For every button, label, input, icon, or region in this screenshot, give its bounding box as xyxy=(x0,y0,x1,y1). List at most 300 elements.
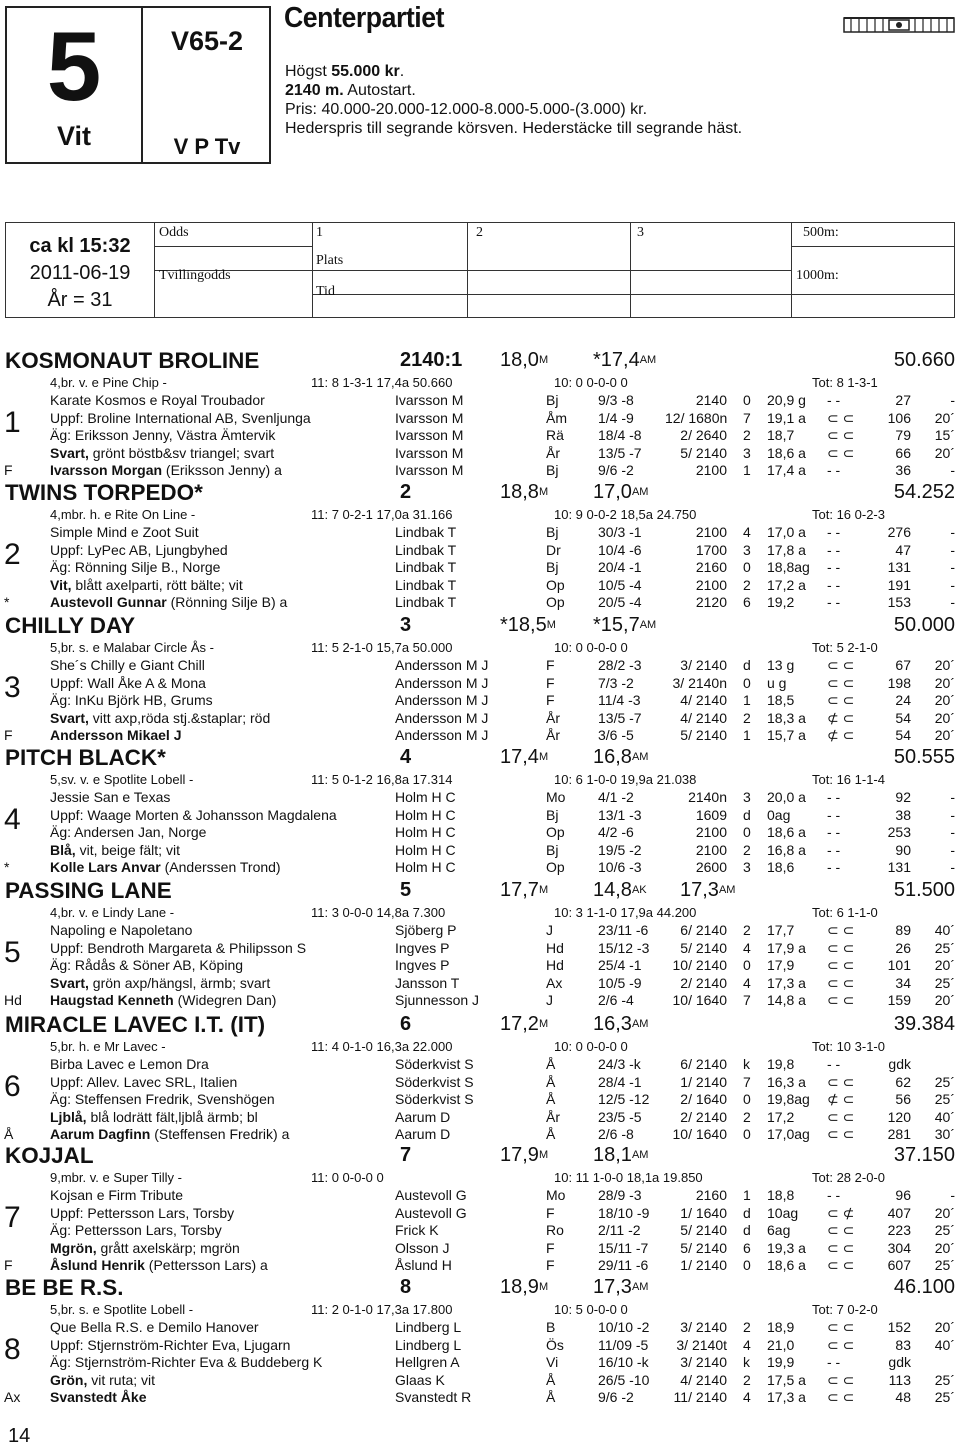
horse-record-2-suffix: AM xyxy=(631,751,649,763)
horse-earnings xyxy=(894,1276,955,1299)
race-distance: 5/ 2140 xyxy=(680,727,727,744)
horse-earnings-value: 37.150 xyxy=(893,1144,955,1166)
race-time: 15,7 a xyxy=(767,727,806,744)
race-odds: 90 xyxy=(895,841,911,858)
race-prize: 25´ xyxy=(934,1091,955,1108)
race-odds: gdk xyxy=(888,1056,911,1072)
race-date: 23/11 -6 xyxy=(598,922,649,938)
race-shoes: ⊂ ⊂ xyxy=(827,674,855,691)
race-date: 2/6 -4 xyxy=(598,992,634,1009)
horse-earnings xyxy=(894,746,955,769)
horse-header xyxy=(5,480,955,506)
horse-pedigree: 4,mbr. h. e Rite On Line - xyxy=(50,507,196,522)
horse-name xyxy=(5,1012,265,1038)
horse-name xyxy=(5,613,135,639)
horse-detail-lead: Uppf: Wall Åke A & Mona xyxy=(50,674,206,691)
horse-detail-lead: Uppf: Stjernström-Richter Eva, Ljugarn xyxy=(50,1336,291,1353)
race-odds: 198 xyxy=(887,674,911,691)
race-date: 10/5 -9 xyxy=(598,974,642,991)
race-shoes: ⊂ ⊂ xyxy=(827,409,855,426)
race-track: J xyxy=(546,922,553,938)
race-distance: 2/ 2640 xyxy=(680,427,727,444)
horse-record-2-suffix: AM xyxy=(639,619,657,631)
past-race-row xyxy=(5,427,955,444)
horse-record-2 xyxy=(593,1276,648,1299)
horse-detail-line xyxy=(50,692,213,708)
horse-detail-lead: She´s Chilly e Giant Chill xyxy=(50,657,205,673)
past-race-row xyxy=(5,1109,955,1126)
race-odds: 47 xyxy=(895,541,911,558)
race-place: 0 xyxy=(743,824,751,841)
race-odds: 48 xyxy=(895,1389,911,1406)
horse-detail-line xyxy=(50,789,170,805)
race-shoes: ⊂ ⊂ xyxy=(827,657,855,673)
past-race-row xyxy=(5,1337,955,1354)
race-prize: - xyxy=(950,789,955,805)
horse-distance-value: 4 xyxy=(400,746,412,768)
race-shoes: ⊂ ⊂ xyxy=(827,1239,855,1256)
past-race-row xyxy=(5,1222,955,1239)
race-time: 19,2 xyxy=(767,594,795,611)
race-time: 18,9 xyxy=(767,1319,795,1335)
race-odds: 159 xyxy=(887,992,911,1009)
race-place: d xyxy=(743,657,751,673)
race-odds: 153 xyxy=(887,594,911,611)
race-driver: Frick K xyxy=(395,1222,439,1239)
horse-summary-row xyxy=(5,1170,955,1186)
race-distance: 3/ 2140 xyxy=(680,657,727,673)
race-code: V65-2 xyxy=(170,26,244,56)
race-odds: 56 xyxy=(895,1091,911,1108)
race-odds: 276 xyxy=(887,524,911,540)
race-driver: Sjunnesson J xyxy=(395,992,480,1009)
race-time: 17,0 a xyxy=(767,524,806,540)
race-info-text: Pris: 40.000-20.000-12.000-8.000-5.000-(3.000) kr. xyxy=(285,101,648,118)
race-prize: - xyxy=(950,524,955,540)
race-shoes: ⊂ ⊂ xyxy=(827,1108,855,1125)
race-prize: 30´ xyxy=(934,1126,955,1143)
race-driver: Lindberg L xyxy=(395,1319,462,1335)
race-date: 13/1 -3 xyxy=(598,806,642,823)
horse-detail-lead: Aarum Dagfinn xyxy=(50,1126,151,1143)
race-time: 0ag xyxy=(767,806,791,823)
race-prize: 20´ xyxy=(934,409,955,426)
race-distance: 10/ 2140 xyxy=(672,957,727,974)
horse-stats-2010: 10: 11 1-0-0 18,1a 19.850 xyxy=(554,1170,703,1185)
horse-detail-line xyxy=(50,559,220,575)
race-odds: 131 xyxy=(887,559,911,576)
race-date: 9/3 -8 xyxy=(598,392,634,408)
horse-name-value: PASSING LANE xyxy=(5,878,172,903)
horse-record-1-suffix: M xyxy=(538,1281,549,1293)
horse-record-1-value: 17,2 xyxy=(500,1013,539,1035)
horse-distance-value: 6 xyxy=(400,1013,412,1035)
race-driver: Holm H C xyxy=(395,859,456,876)
race-track: Bj xyxy=(546,841,559,858)
horse-name xyxy=(5,348,259,374)
race-header-box xyxy=(5,6,271,164)
race-date: 11/4 -3 xyxy=(598,692,641,709)
race-date: 28/9 -3 xyxy=(598,1187,642,1203)
horse-record-1 xyxy=(500,1144,548,1167)
race-driver: Austevoll G xyxy=(395,1204,467,1221)
race-time: 17,0ag xyxy=(767,1126,810,1143)
horse-record-2-suffix: AM xyxy=(631,1281,649,1293)
horse-detail-lead: Andersson Mikael J xyxy=(50,727,182,744)
race-track: Å xyxy=(546,1389,556,1406)
race-track: Bj xyxy=(546,806,559,823)
race-prize: 25´ xyxy=(934,974,955,991)
past-race-row xyxy=(5,1257,955,1274)
horse-record-1 xyxy=(500,1013,548,1036)
horse-stats-2011: 11: 2 0-1-0 17,3a 17.800 xyxy=(311,1302,453,1317)
race-distance: 5/ 2140 xyxy=(680,1239,727,1256)
race-shoes: - - xyxy=(827,1056,841,1072)
race-driver: Holm H C xyxy=(395,841,456,858)
race-time: 17,8 a xyxy=(767,541,806,558)
horse-detail-rest: blått axelparti, rött bälte; vit xyxy=(71,576,243,593)
race-shoes: ⊂ ⊂ xyxy=(827,939,855,956)
race-driver: Ingves P xyxy=(395,939,450,956)
horse-pedigree: 5,sv. v. e Spotlite Lobell - xyxy=(50,772,194,787)
past-race-row xyxy=(5,992,955,1009)
race-driver: Svanstedt R xyxy=(395,1389,472,1406)
race-place: 0 xyxy=(743,1091,751,1108)
race-date: 9/6 -2 xyxy=(598,462,634,479)
horse-distance xyxy=(400,349,462,372)
place-1-label: 1 xyxy=(316,225,323,240)
race-prize: 40´ xyxy=(934,1108,955,1125)
race-place: 3 xyxy=(743,444,751,461)
horse-earnings xyxy=(894,349,955,372)
race-place: k xyxy=(743,1354,750,1371)
horse-record-1 xyxy=(500,349,548,372)
race-driver: Söderkvist S xyxy=(395,1073,474,1090)
race-date: 2/6 -8 xyxy=(598,1126,634,1143)
race-date: 20/4 -1 xyxy=(598,559,642,576)
race-place: 7 xyxy=(743,1073,751,1090)
horse-detail-line xyxy=(50,824,206,840)
past-race-row xyxy=(5,542,955,559)
shoe-mark: Ax xyxy=(4,1389,21,1406)
horse-record-1-value: 18,0 xyxy=(500,349,539,371)
race-place: 1 xyxy=(743,727,751,744)
race-prize: - xyxy=(950,559,955,576)
race-time: 13 g xyxy=(767,657,795,673)
horse-pedigree: 9,mbr. v. e Super Tilly - xyxy=(50,1170,182,1185)
horse-header xyxy=(5,745,955,771)
horse-detail-lead: Uppf: Waage Morten & Johansson Magdalena xyxy=(50,806,337,823)
horse-record-1-value: 17,4 xyxy=(500,746,539,768)
race-driver: Glaas K xyxy=(395,1371,445,1388)
race-time: 18,5 xyxy=(767,692,795,709)
horse-detail-line xyxy=(50,957,243,973)
horse-detail-line xyxy=(50,1056,209,1072)
race-odds: 131 xyxy=(887,859,911,876)
horse-detail-line xyxy=(50,1337,290,1353)
race-track: Å xyxy=(546,1126,556,1143)
race-distance: 3/ 2140 xyxy=(680,1354,727,1371)
horse-detail-lead: Äg: Pettersson Lars, Torsby xyxy=(50,1222,222,1239)
horse-detail-lead: Mgrön, xyxy=(50,1239,97,1256)
race-track: F xyxy=(546,1204,555,1221)
race-driver: Ivarsson M xyxy=(395,462,464,479)
race-shoes: ⊄ ⊂ xyxy=(827,727,855,744)
race-prize: 20´ xyxy=(934,709,955,726)
horse-header xyxy=(5,1275,955,1301)
race-distance: 6/ 2140 xyxy=(680,922,727,938)
horse-detail-line xyxy=(50,1205,234,1221)
race-place: 4 xyxy=(743,524,751,540)
horse-detail-lead: Haugstad Kenneth xyxy=(50,992,174,1009)
place-2-label: 2 xyxy=(476,225,483,240)
race-prize: 25´ xyxy=(934,1371,955,1388)
race-prize: 20´ xyxy=(934,1239,955,1256)
race-track: Vi xyxy=(546,1354,559,1371)
race-driver: Ivarsson M xyxy=(395,392,464,408)
race-distance: 12/ 1680n xyxy=(665,409,728,426)
horse-detail-line xyxy=(50,842,180,858)
race-distance: 1/ 1640 xyxy=(680,1204,727,1221)
race-shoes: ⊂ ⊂ xyxy=(827,1073,855,1090)
horse-detail-lead: Karate Kosmos e Royal Troubador xyxy=(50,392,265,408)
race-distance: 4/ 2140 xyxy=(680,1371,727,1388)
horse-summary-row xyxy=(5,507,955,523)
horse-stats-total: Tot: 16 0-2-3 xyxy=(812,507,885,522)
horse-record-1-suffix: M xyxy=(538,1149,549,1161)
horse-record-1-value: *18,5 xyxy=(500,614,547,636)
race-track: F xyxy=(546,692,555,709)
race-time: 6ag xyxy=(767,1222,791,1239)
race-odds: 607 xyxy=(887,1257,911,1274)
horse-detail-lead: Svart, xyxy=(50,974,89,991)
race-shoes: - - xyxy=(827,806,841,823)
race-shoes: ⊂ ⊂ xyxy=(827,1126,855,1143)
race-date: 28/4 -1 xyxy=(598,1073,642,1090)
race-shoes: - - xyxy=(827,541,841,558)
start-number: 8 xyxy=(4,1333,21,1366)
past-race-row xyxy=(5,1372,955,1389)
race-odds: 67 xyxy=(895,657,911,673)
race-track: Bj xyxy=(546,524,559,540)
race-driver: Ivarsson M xyxy=(395,444,464,461)
horse-name xyxy=(5,745,166,771)
horse-detail-lead: Jessie San e Texas xyxy=(50,789,171,805)
horse-pedigree: 4,br. v. e Lindy Lane - xyxy=(50,905,175,920)
horse-detail-line xyxy=(50,975,270,991)
horse-record-2-value: *17,4 xyxy=(593,349,640,371)
race-track: Mo xyxy=(546,1187,566,1203)
race-time: 17,2 xyxy=(767,1108,795,1125)
race-date: 24/3 -k xyxy=(598,1056,641,1072)
horse-name xyxy=(5,1275,123,1301)
race-distance: 10/ 1640 xyxy=(672,992,727,1009)
race-place: 1 xyxy=(743,692,751,709)
race-distance: 2140n xyxy=(688,789,727,805)
past-race-row xyxy=(5,1205,955,1222)
horse-record-2 xyxy=(593,349,656,372)
shoe-mark: F xyxy=(4,462,13,479)
race-time: 21,0 xyxy=(767,1336,795,1353)
race-year: År = 31 xyxy=(47,289,113,311)
race-date: 15/12 -3 xyxy=(598,939,650,956)
race-prize: - xyxy=(950,541,955,558)
race-info-line xyxy=(285,119,742,138)
horse-earnings-value: 50.660 xyxy=(893,349,955,371)
horse-record-2-value: 16,3 xyxy=(593,1013,632,1035)
race-date: 30/3 -1 xyxy=(598,524,642,540)
horse-name xyxy=(5,1143,94,1169)
race-date: 19/5 -2 xyxy=(598,841,642,858)
race-track: År xyxy=(546,709,560,726)
horse-record-1-suffix: M xyxy=(538,486,549,498)
horse-detail-line xyxy=(50,542,228,558)
race-track: Åm xyxy=(546,409,567,426)
race-info-text: Autostart. xyxy=(343,82,416,99)
race-place: 1 xyxy=(743,1187,751,1203)
race-time: u g xyxy=(767,674,787,691)
horse-pedigree: 5,br. h. e Mr Lavec - xyxy=(50,1039,166,1054)
horse-detail-line xyxy=(50,577,243,593)
race-odds: 191 xyxy=(887,576,911,593)
start-time: ca kl 15:32 xyxy=(29,235,131,257)
race-track: Op xyxy=(546,576,565,593)
race-date: 23/5 -5 xyxy=(598,1108,642,1125)
race-place: 0 xyxy=(743,392,751,408)
race-date: 4/1 -2 xyxy=(598,789,634,805)
race-track: År xyxy=(546,444,560,461)
race-odds: 34 xyxy=(895,974,911,991)
horse-summary-row xyxy=(5,375,955,391)
race-place: 2 xyxy=(743,1108,751,1125)
race-distance: 2100 xyxy=(695,524,727,540)
horse-detail-lead: Uppf: Broline International AB, Svenljunga xyxy=(50,409,311,426)
race-shoes: ⊂ ⊂ xyxy=(827,692,855,709)
race-driver: Sjöberg P xyxy=(395,922,457,938)
horse-pedigree: 5,br. s. e Malabar Circle Ås - xyxy=(50,640,214,655)
horse-detail-lead: Svart, xyxy=(50,444,89,461)
horse-earnings xyxy=(894,1013,955,1036)
horse-stats-2011: 11: 5 0-1-2 16,8a 17.314 xyxy=(311,772,453,787)
race-track: Å xyxy=(546,1091,556,1108)
horse-detail-lead: Que Bella R.S. e Demilo Hanover xyxy=(50,1319,259,1335)
horse-stats-2011: 11: 0 0-0-0 0 xyxy=(311,1170,384,1185)
race-date: 13/5 -7 xyxy=(598,709,642,726)
race-driver: Ivarsson M xyxy=(395,409,464,426)
odds-box xyxy=(5,222,955,318)
start-number: 7 xyxy=(4,1201,21,1234)
race-track: J xyxy=(546,992,553,1009)
horse-detail-lead: Napoling e Napoletano xyxy=(50,922,193,938)
race-shoes: ⊄ ⊂ xyxy=(827,1091,855,1108)
plats-label: Plats xyxy=(316,253,344,268)
horse-record-1-value: 17,7 xyxy=(500,879,539,901)
race-odds: 92 xyxy=(895,789,911,805)
race-shoes: - - xyxy=(827,1354,841,1371)
race-track: Ax xyxy=(546,974,563,991)
race-place: d xyxy=(743,1204,751,1221)
race-distance: 2160 xyxy=(695,1187,727,1203)
race-shoes: ⊂ ⊂ xyxy=(827,444,855,461)
horse-detail-lead: Simple Mind e Zoot Suit xyxy=(50,524,199,540)
past-race-row xyxy=(5,692,955,709)
race-date: 10/5 -4 xyxy=(598,576,642,593)
horse-stats-2010: 10: 5 0-0-0 0 xyxy=(554,1302,628,1317)
race-time: 17,9 a xyxy=(767,939,806,956)
horse-detail-line xyxy=(50,1222,222,1238)
horse-stats-2010: 10: 0 0-0-0 0 xyxy=(554,375,628,390)
split-1000m-label: 1000m: xyxy=(796,268,839,283)
horse-record-2 xyxy=(593,1144,648,1167)
race-odds: 79 xyxy=(895,427,911,444)
race-time: 18,6 a xyxy=(767,1257,806,1274)
past-race-row xyxy=(5,922,955,939)
race-distance: 5/ 2140 xyxy=(680,939,727,956)
race-date: 26/5 -10 xyxy=(598,1371,650,1388)
horse-name-value: CHILLY DAY xyxy=(5,613,136,638)
race-time: 18,8ag xyxy=(767,559,810,576)
horse-distance-value: 8 xyxy=(400,1276,412,1298)
race-track: Å xyxy=(546,1371,556,1388)
race-driver: Lindbak T xyxy=(395,576,457,593)
horse-pedigree: 5,br. s. e Spotlite Lobell - xyxy=(50,1302,194,1317)
race-distance: 5/ 2140 xyxy=(680,1222,727,1239)
race-distance: 2/ 1640 xyxy=(680,1091,727,1108)
race-odds: 281 xyxy=(887,1126,911,1143)
horse-detail-lead: Äg: Eriksson Jenny, Västra Ämtervik xyxy=(50,427,276,444)
past-race-row xyxy=(5,940,955,957)
horse-record-2-value: 18,1 xyxy=(593,1144,632,1166)
horse-detail-line xyxy=(50,1109,258,1125)
race-distance: 10/ 1640 xyxy=(672,1126,727,1143)
race-date: 3/6 -5 xyxy=(598,727,634,744)
race-shoes: ⊂ ⊂ xyxy=(827,1389,855,1406)
race-place: 2 xyxy=(743,576,751,593)
race-date: 29/11 -6 xyxy=(598,1257,649,1274)
race-place: 0 xyxy=(743,957,751,974)
race-date: 15/11 -7 xyxy=(598,1239,649,1256)
horse-detail-lead: Svart, xyxy=(50,709,89,726)
horse-detail-lead: Åslund Henrik xyxy=(50,1257,145,1274)
past-race-row xyxy=(5,957,955,974)
race-shoes: - - xyxy=(827,559,841,576)
horse-header xyxy=(5,878,955,904)
race-time-block xyxy=(6,233,154,314)
horse-distance xyxy=(400,1144,411,1167)
race-place: 2 xyxy=(743,1371,751,1388)
race-shoes: - - xyxy=(827,462,841,479)
horse-record-2-suffix: AK xyxy=(631,884,647,896)
horse-detail-lead: Äg: InKu Björk HB, Grums xyxy=(50,692,213,709)
horse-stats-2011: 11: 4 0-1-0 16,3a 22.000 xyxy=(311,1039,453,1054)
shoe-mark: F xyxy=(4,1257,13,1274)
race-info-line xyxy=(285,100,647,119)
race-shoes: - - xyxy=(827,392,841,408)
race-track: Å xyxy=(546,1073,556,1090)
race-time: 17,4 a xyxy=(767,462,806,479)
horse-detail-lead: Äg: Andersen Jan, Norge xyxy=(50,824,207,841)
race-driver: Lindbak T xyxy=(395,541,457,558)
race-prize: - xyxy=(950,462,955,479)
race-distance: 2/ 2140 xyxy=(680,974,727,991)
shoe-mark: Å xyxy=(4,1126,14,1143)
race-time: 18,7 xyxy=(767,427,795,444)
horse-detail-rest: (Widegren Dan) xyxy=(173,992,277,1009)
race-distance: 4/ 2140 xyxy=(680,692,727,709)
race-place: 2 xyxy=(743,1319,751,1335)
horse-detail-line xyxy=(50,1257,268,1273)
past-race-row xyxy=(5,1319,955,1336)
